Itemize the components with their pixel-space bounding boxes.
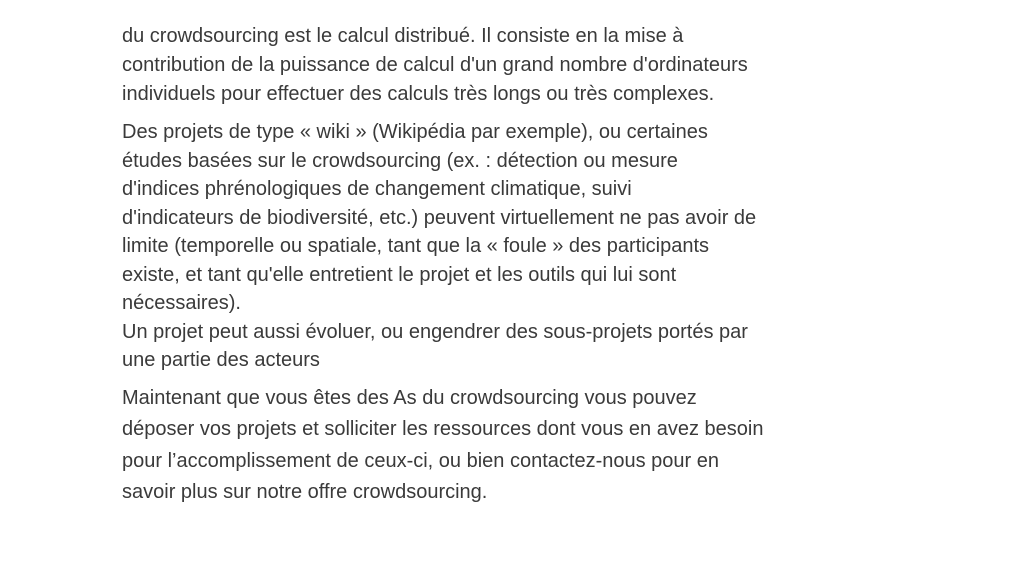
text-line: études basées sur le crowdsourcing (ex. : détection ou mesure (122, 149, 678, 172)
text-line: déposer vos projets et solliciter les ressources dont vous en avez besoin (122, 418, 764, 440)
text-line: une partie des acteurs (122, 349, 320, 371)
text-line: pour l’accomplissement de ceux-ci, ou bien contactez-nous pour en (122, 449, 719, 472)
text-line: d'indices phrénologiques de changement climatique, suivi (122, 178, 632, 200)
text-line: Des projets de type « wiki » (Wikipédia par exemple), ou certaines (122, 121, 708, 143)
text-line: contribution de la puissance de calcul d'un grand nombre d'ordinateurs (122, 54, 748, 76)
paragraph-distributed-computing (122, 22, 912, 109)
text-line: individuels pour effectuer des calculs très longs ou très complexes. (122, 83, 715, 105)
slide-text-body (122, 22, 912, 509)
paragraph-wiki-projects (122, 118, 912, 318)
text-line: du crowdsourcing est le calcul distribué. Il consiste en la mise à (122, 25, 684, 47)
text-line: limite (temporelle ou spatiale, tant que la « foule » des participants (122, 235, 710, 257)
paragraph-project-evolution (122, 318, 912, 375)
text-line: nécessaires). (122, 292, 241, 314)
text-line: d'indicateurs de biodiversité, etc.) peuvent virtuellement ne pas avoir de (122, 206, 757, 229)
text-line: savoir plus sur notre offre crowdsourcing. (122, 481, 488, 503)
text-line: Un projet peut aussi évoluer, ou engendrer des sous-projets portés par (122, 320, 748, 343)
paragraph-call-to-action (122, 383, 912, 509)
text-line: Maintenant que vous êtes des As du crowdsourcing vous pouvez (122, 386, 697, 409)
text-line: existe, et tant qu'elle entretient le projet et les outils qui lui sont (122, 263, 677, 286)
